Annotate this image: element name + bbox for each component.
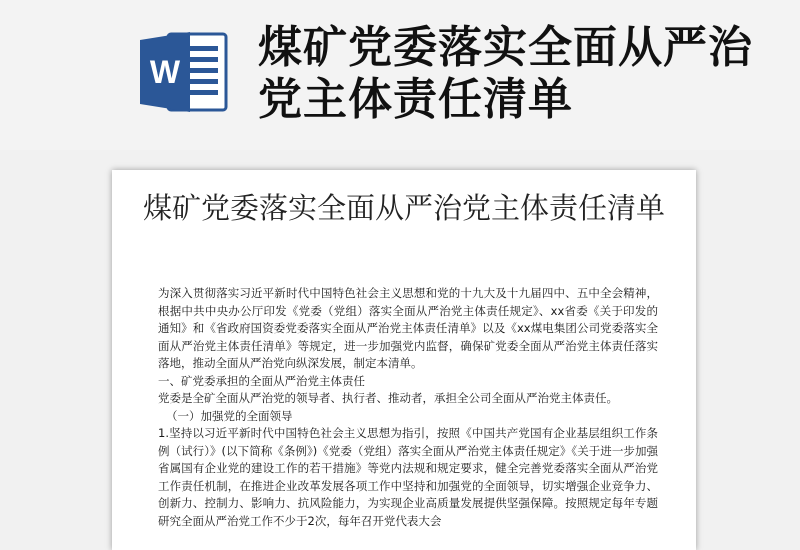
document-title: 煤矿党委落实全面从严治党主体责任清单 <box>142 191 665 225</box>
paragraph-intro: 为深入贯彻落实习近平新时代中国特色社会主义思想和党的十九大及十九届四中、五中全会精神，根据中共中央办公厅印发《党委（党组）落实全面从严治党主体责任规定》、xx省委《关于印发的通知》和《省政府国资委党委落实全面从严治党主体责任清单》以及《xx煤电集团公司党委落实全面从严治党主体责任清单》等规定，进一步加强党内监督，确保矿党委全面从严治党主体责任落实落地，推动全面从严治党向纵深发展，制定本清单。 <box>158 286 658 370</box>
banner <box>0 0 800 150</box>
paragraph-responsibility: 党委是全矿全面从严治党的领导者、执行者、推动者，承担全公司全面从严治党主体责任。 <box>158 391 618 405</box>
banner-title: 煤矿党委落实全面从严治党主体责任清单 <box>258 22 753 125</box>
document-body <box>158 285 658 530</box>
heading-subsection-1: （一）加强党的全面领导 <box>166 408 293 423</box>
word-document-icon <box>138 28 230 116</box>
document-page <box>112 170 696 550</box>
paragraph-item-1: 1.坚持以习近平新时代中国特色社会主义思想为指引，按照《中国共产党国有企业基层组织工作条例（试行）》(以下简称《条例》)《党委（党组）落实全面从严治党主体责任规定》《关于进一步加强省属国有企业党的建设工作的若干措施》等党内法规和规定要求，健全完善党委落实全面从严治党工作责任机制，在推进企业改革发展各项工作中坚持和加强党的全面领导，切实增强企业竞争力、创新力、控制力、影响力、抗风险能力，为实现企业高质量发展提供坚强保障。按照规定每年专题研究全面从严治党工作不少于2次，每年召开党代表大会 <box>158 426 658 528</box>
heading-section-1: 一、矿党委承担的全面从严治党主体责任 <box>158 373 365 388</box>
word-icon-letter: W <box>149 54 181 90</box>
